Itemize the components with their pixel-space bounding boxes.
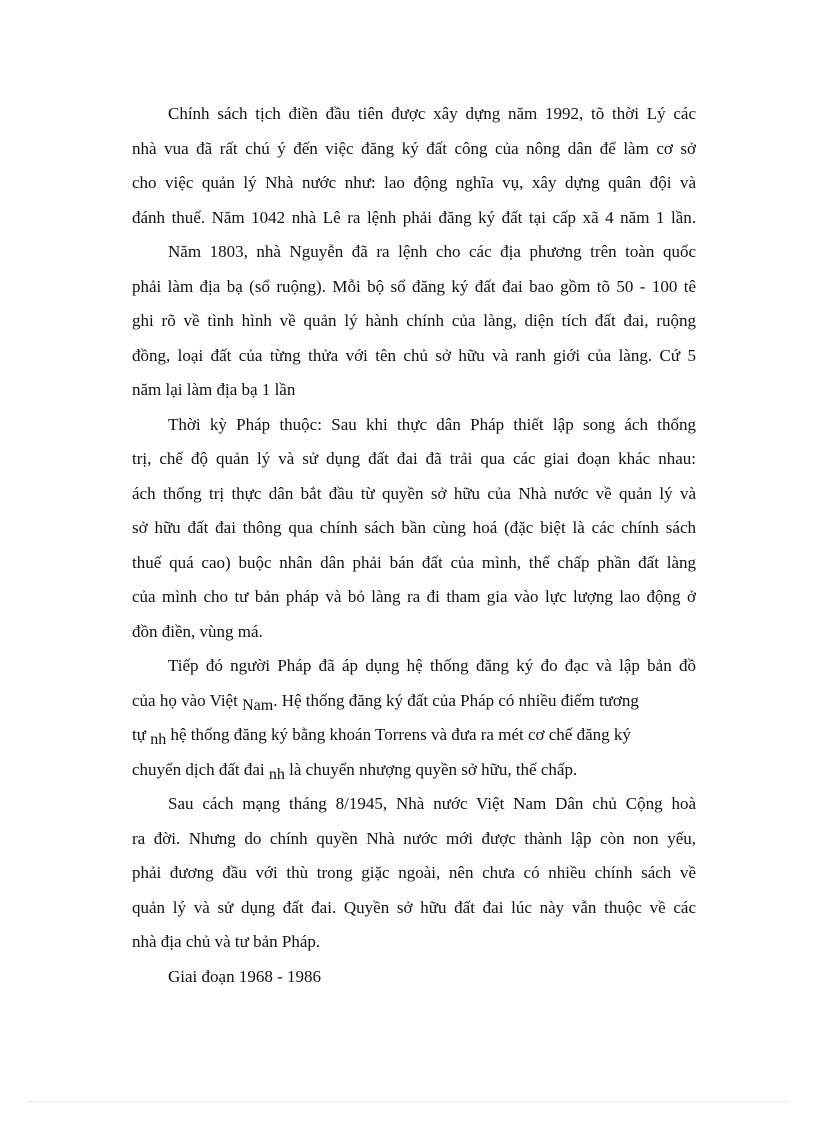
paragraph (132, 960, 696, 995)
text-line: cho việc quản lý Nhà nước như: lao động nghĩa vụ, xây dựng quân đội và (132, 173, 696, 192)
text-line: quản lý và sử dụng đất đai. Quyền sở hữu đất đai lúc này vẫn thuộc về các (132, 897, 696, 917)
paragraph (132, 787, 696, 960)
text-line: đồn điền, vùng má. (132, 621, 263, 641)
text-line (132, 684, 696, 719)
text-line: ghi rõ về tình hình về quản lý hành chính của làng, diện tích đất đai, ruộng (132, 311, 696, 330)
text-line: đánh thuế. Năm 1042 nhà Lê ra lệnh phải đăng ký đất tại cấp xã 4 năm 1 lần. (132, 207, 696, 227)
subscript-fragment: Nam (242, 696, 274, 714)
text-fragment: tự (132, 725, 151, 744)
text-line: Năm 1803, nhà Nguyễn đã ra lệnh cho các địa phương trên toàn quốc (168, 242, 696, 261)
paragraph (132, 408, 696, 650)
text-fragment: chuyển dịch đất đai (132, 759, 269, 779)
subscript-fragment: nh (150, 731, 167, 748)
text-line: của mình cho tư bản pháp và bỏ làng ra đi tham gia vào lực lượng lao động ở (132, 587, 696, 606)
text-line: ra đời. Nhưng do chính quyền Nhà nước mới được thành lập còn non yếu, (132, 828, 696, 848)
text-fragment: . Hệ thống đăng ký đất của Pháp có nhiều điểm tương (273, 690, 639, 710)
text-line: nhà vua đã rất chú ý đến việc đăng ký đất công của nông dân để làm cơ sở (132, 138, 696, 158)
text-line: Sau cách mạng tháng 8/1945, Nhà nước Việt Nam Dân chủ Cộng hoà (168, 794, 696, 813)
subscript-fragment: nh (268, 765, 285, 783)
text-line: sở hữu đất đai thông qua chính sách bần cùng hoá (đặc biệt là các chính sách (132, 518, 696, 537)
page-bottom-rule (28, 1101, 788, 1102)
paragraph (132, 235, 696, 408)
text-line: nhà địa chủ và tư bản Pháp. (132, 932, 321, 951)
text-line: phải làm địa bạ (sổ ruộng). Mỗi bộ sổ đăng ký đất đai bao gồm tõ 50 - 100 tê (132, 276, 696, 296)
text-fragment: là chuyển nhượng quyền sở hữu, thế chấp. (284, 759, 578, 779)
paragraph (132, 649, 696, 787)
text-line: Tiếp đó người Pháp đã áp dụng hệ thống đăng ký đo đạc và lập bản đồ (168, 656, 696, 675)
text-fragment: của họ vào Việt (132, 690, 243, 710)
text-line: thuế quá cao) buộc nhân dân phải bán đất của mình, thế chấp phần đất làng (132, 552, 696, 572)
section-heading: Giai đoạn 1968 - 1986 (168, 966, 321, 986)
text-line: trị, chế độ quản lý và sử dụng đất đai đã trải qua các giai đoạn khác nhau: (132, 449, 696, 468)
text-line: Chính sách tịch điền đầu tiên được xây dựng năm 1992, tõ thời Lý các (168, 104, 696, 123)
text-line: đồng, loại đất của từng thửa với tên chủ sở hữu và ranh giới của làng. Cứ 5 (132, 345, 696, 365)
text-fragment: hệ thống đăng ký bằng khoán Torrens và đưa ra mét cơ chế đăng ký (166, 725, 631, 744)
document-body (132, 97, 696, 994)
text-line: ách thống trị thực dân bắt đầu từ quyền sở hữu của Nhà nước về quản lý và (132, 483, 696, 503)
text-line: năm lại làm địa bạ 1 lần (132, 380, 296, 399)
text-line (132, 753, 696, 788)
text-line: phải đương đầu với thù trong giặc ngoài, nên chưa có nhiều chính sách về (132, 863, 696, 882)
text-line (132, 718, 696, 753)
text-line: Thời kỳ Pháp thuộc: Sau khi thực dân Pháp thiết lập song ách thống (168, 414, 696, 434)
paragraph (132, 97, 696, 235)
